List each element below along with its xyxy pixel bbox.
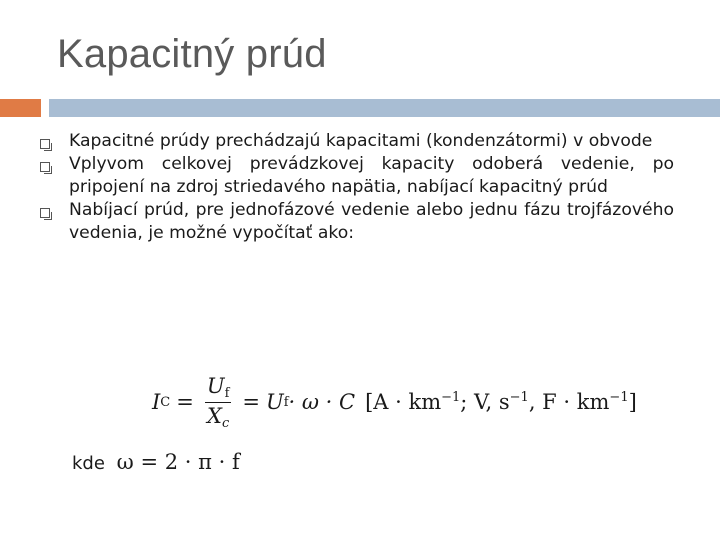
fraction-denominator-sub: c	[221, 415, 230, 431]
bullet-item	[40, 153, 674, 199]
bullet-item	[40, 130, 674, 153]
bullet-text: Kapacitné prúdy prechádzajú kapacitami (kondenzátormi) v obvode	[69, 131, 653, 151]
bar-gap	[41, 99, 49, 117]
formula-fraction	[205, 374, 232, 431]
square-bullet-icon	[40, 139, 50, 149]
formula-lhs-sub: C	[160, 394, 171, 410]
formula-lhs: I	[152, 390, 161, 414]
formula-units: [$A \cdot km^{-1}$; V, $s^{-1}$, $F \cdot km^{-1}$]	[365, 390, 637, 414]
fraction-denominator: X	[207, 403, 222, 428]
title-accent-bar	[0, 99, 41, 117]
current-formula	[152, 372, 637, 432]
fraction-numerator: U	[206, 373, 225, 398]
fraction-numerator-sub: f	[224, 385, 230, 401]
omega-expression: ω = 2 · π · f	[116, 450, 240, 474]
bullet-text: Nabíjací prúd, pre jednofázové vedenie alebo jednu fázu trojfázového vedenia, je možné vypočítať ako:	[69, 200, 674, 243]
bullet-list	[40, 130, 674, 245]
bullet-item	[40, 199, 674, 245]
formula-rhs: U	[265, 390, 284, 414]
square-bullet-icon	[40, 208, 50, 218]
formula-equals: =	[176, 390, 194, 414]
where-line	[72, 450, 240, 474]
formula-rhs-rest: · ω · C	[288, 390, 356, 414]
where-label: kde	[72, 453, 105, 474]
bullet-text: Vplyvom celkovej prevádzkovej kapacity odoberá vedenie, po pripojení na zdroj striedavého napätia, nabíjací kapacitný prúd	[69, 154, 674, 197]
title-divider-bar	[49, 99, 720, 117]
formula-equals-2: =	[242, 390, 260, 414]
square-bullet-icon	[40, 162, 50, 172]
formula-rhs-sub: f	[283, 394, 289, 410]
slide-title: Kapacitný prúd	[57, 32, 327, 76]
